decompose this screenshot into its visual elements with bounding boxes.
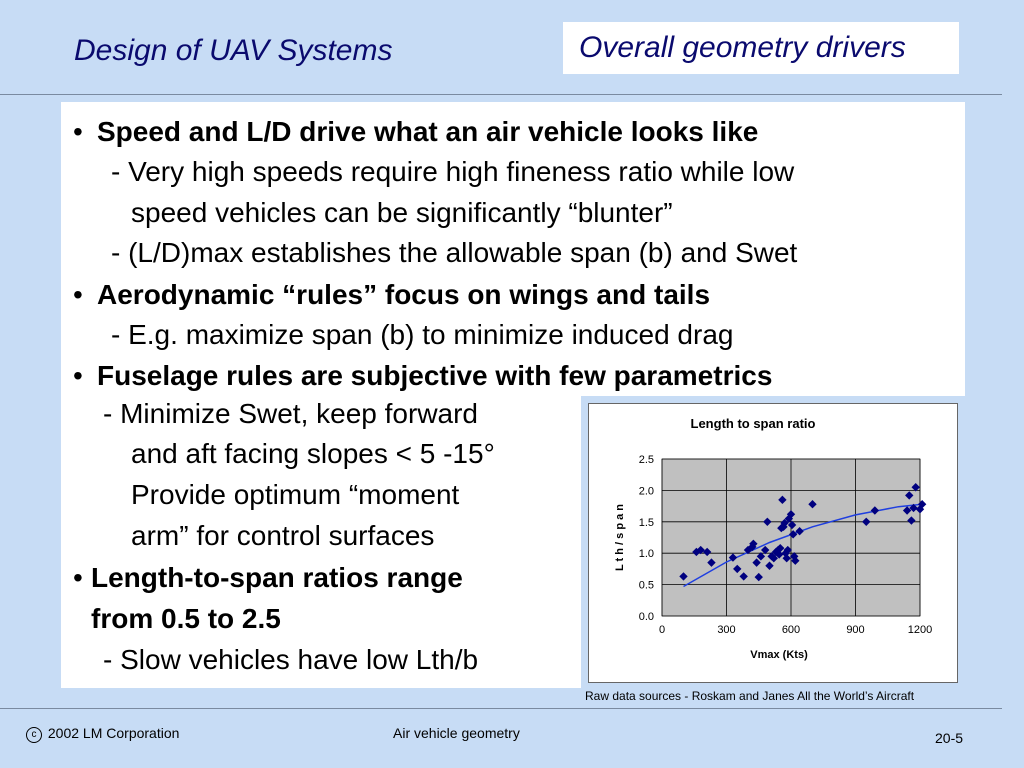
bullet-subtext: - Minimize Swet, keep forward (103, 398, 479, 429)
bullet-heading: Length-to-span ratios range (91, 562, 463, 593)
bullet-heading: Aerodynamic “rules” focus on wings and tails (97, 279, 711, 310)
bullet-marker: • (73, 116, 83, 147)
bullet-marker: • (73, 360, 83, 391)
footer-center: Air vehicle geometry (393, 725, 520, 741)
x-tick-label: 600 (781, 624, 801, 636)
y-axis-label: L t h / s p a n (614, 503, 626, 572)
y-tick-label: 2.0 (638, 485, 654, 498)
bullet-subtext: Provide optimum “moment (131, 479, 460, 510)
copyright-text: 2002 LM Corporation (47, 725, 180, 741)
y-tick-label: 0.5 (638, 579, 654, 592)
copyright-icon: c (26, 727, 42, 743)
y-tick-label: 1.0 (638, 548, 654, 561)
footer-divider (0, 708, 1002, 709)
x-tick-label: 0 (658, 624, 666, 636)
x-tick-label: 1200 (907, 624, 933, 636)
presentation-title: Design of UAV Systems (74, 34, 393, 67)
bullet-subtext: - E.g. maximize span (b) to minimize induced drag (111, 319, 734, 350)
bullet-subtext: from 0.5 to 2.5 (91, 603, 281, 634)
footer-copyright (26, 725, 179, 743)
bullet-marker: • (73, 562, 83, 593)
page-number: 20-5 (935, 730, 964, 746)
x-tick-label: 900 (846, 624, 865, 636)
x-axis-label: Vmax (Kts) (750, 649, 808, 661)
bullet-heading: Fuselage rules are subjective with few parametrics (97, 360, 773, 391)
length-to-span-chart (589, 404, 957, 682)
y-tick-label: 2.5 (638, 454, 654, 466)
bullet-subtext: - Very high speeds require high fineness ratio while low (111, 156, 795, 187)
bullet-subtext: speed vehicles can be significantly “blunter” (131, 197, 673, 228)
bullet-subtext: - (L/D)max establishes the allowable span (b) and Swet (111, 237, 798, 268)
y-tick-label: 1.5 (638, 516, 654, 529)
bullet-subtext: arm” for control surfaces (131, 520, 435, 551)
x-tick-label: 300 (717, 624, 736, 636)
y-tick-label: 0.0 (638, 611, 654, 623)
chart-title: Length to span ratio (690, 416, 816, 431)
bullet-subtext: - Slow vehicles have low Lth/b (103, 644, 479, 675)
source-note: Raw data sources - Roskam and Janes All the World’s Aircraft (585, 689, 915, 703)
slide-topic: Overall geometry drivers (563, 22, 959, 74)
header-divider (0, 94, 1002, 95)
bullet-heading: Speed and L/D drive what an air vehicle looks like (97, 116, 759, 147)
bullet-marker: • (73, 279, 83, 310)
bullet-subtext: and aft facing slopes < 5 -15° (131, 438, 495, 469)
chart-panel (588, 403, 958, 683)
